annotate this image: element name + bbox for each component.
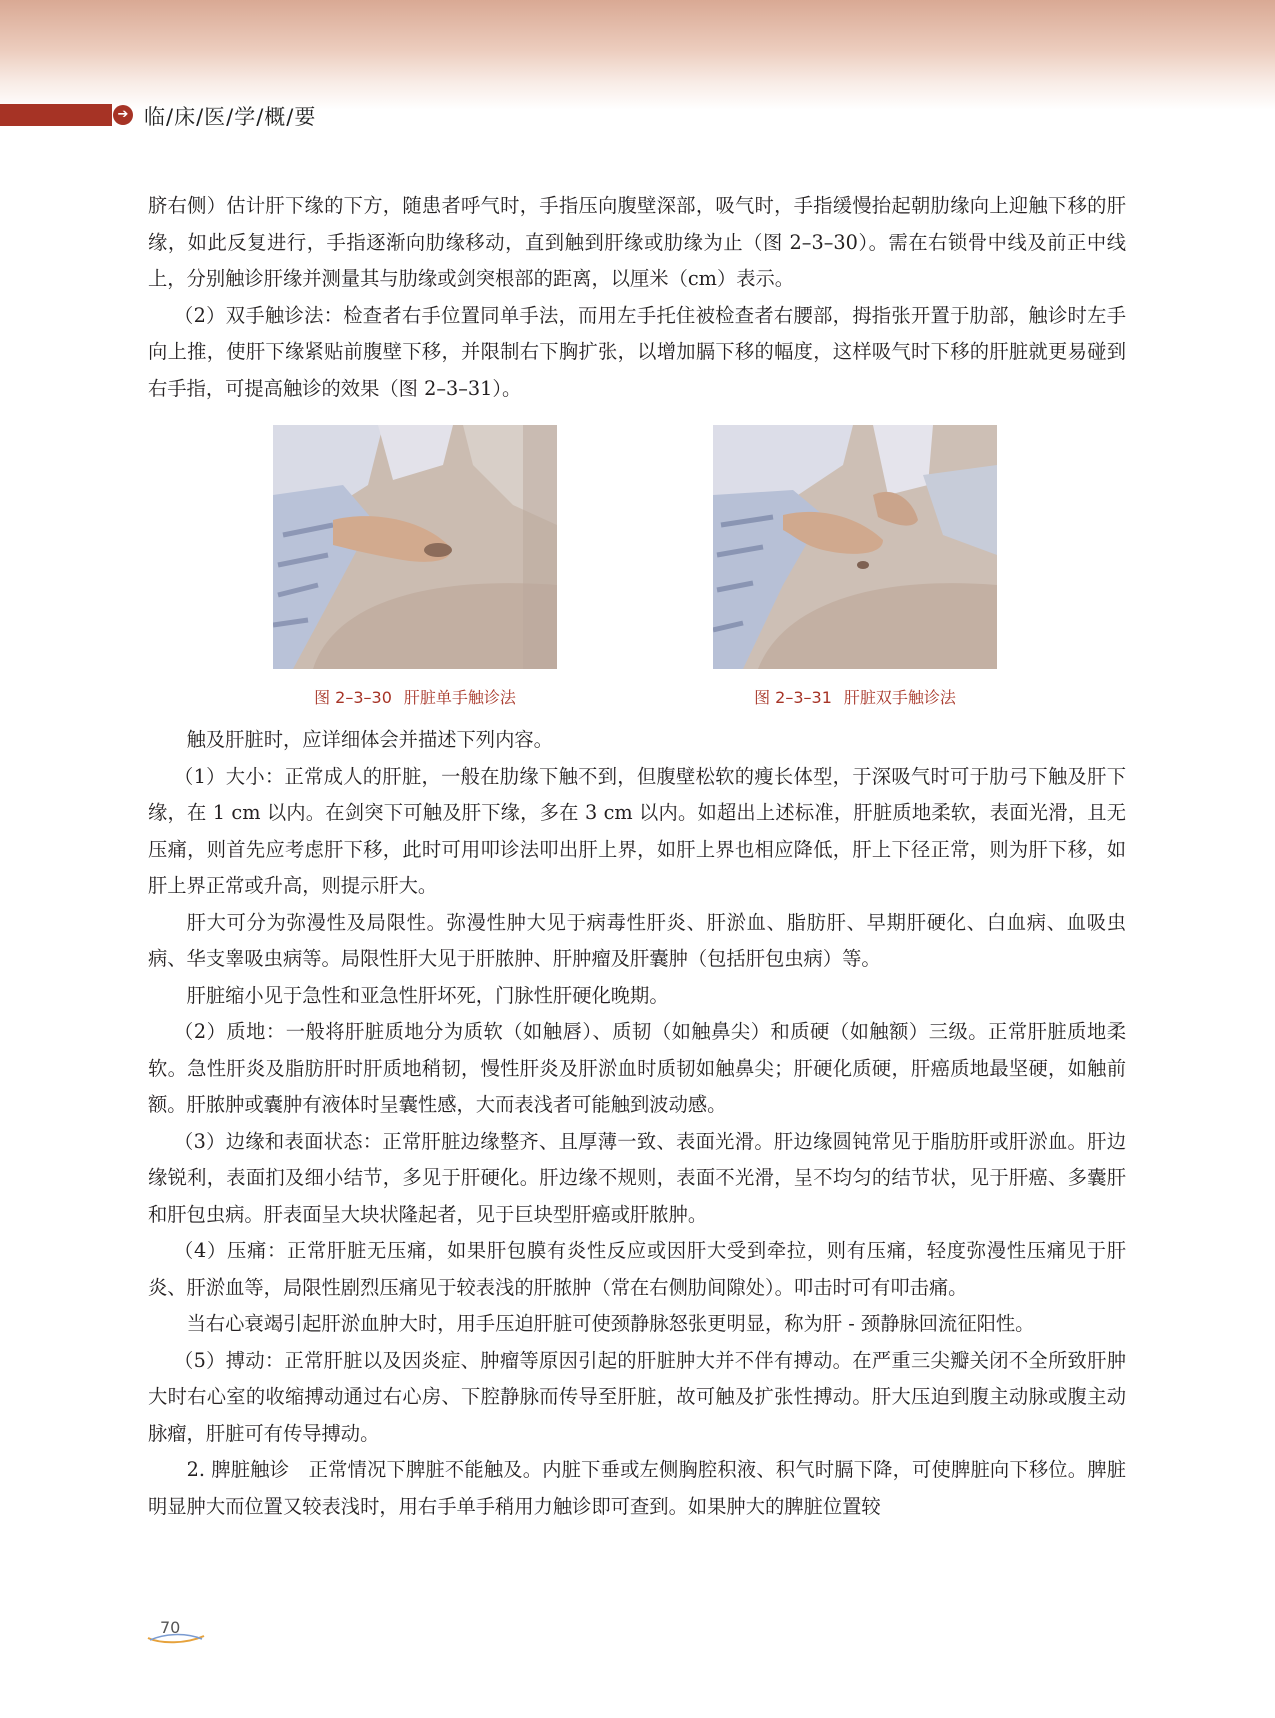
header-accent-bar	[0, 104, 112, 126]
paragraph: 触及肝脏时，应详细体会并描述下列内容。	[186, 728, 553, 751]
paragraph: 肝脏缩小见于急性和亚急性肝坏死，门脉性肝硬化晚期。	[186, 983, 669, 1007]
figure	[273, 425, 557, 708]
header-band	[0, 0, 1275, 110]
page-content	[148, 188, 1126, 1525]
figure	[713, 425, 997, 708]
figure-title: 肝脏单手触诊法	[403, 688, 516, 707]
paragraph: （2）双手触诊法：检查者右手位置同单手法，而用左手托住被检查者右腰部，拇指张开置于肋部，触诊时左手向上推，使肝下缘紧贴前腹壁下移，并限制右下胸扩张，以增加膈下移的幅度，这样吸气时下移的肝脏就更易碰到右手指，可提高触诊的效果（图 2–3–31）。	[148, 303, 1126, 400]
paragraph: （1）大小：正常成人的肝脏，一般在肋缘下触不到，但腹壁松软的瘦长体型，于深吸气时可于肋弓下触及肝下缘，在 1 cm 以内。在剑突下可触及肝下缘，多在 3 cm 以内。如超出上述标准，肝脏质地柔软，表面光滑，且无压痛，则首先应考虑肝下移，此时可用叩诊法叩出肝上界，如肝上界也相应降低，肝上下径正常，则为肝下移，如肝上界正常或升高，则提示肝大。	[148, 764, 1126, 897]
figure-photo-single-hand	[273, 425, 557, 669]
paragraph: 肝大可分为弥漫性及局限性。弥漫性肿大见于病毒性肝炎、肝淤血、脂肪肝、早期肝硬化、白血病、血吸虫病、华支睾吸虫病等。局限性肝大见于肝脓肿、肝肿瘤及肝囊肿（包括肝包虫病）等。	[148, 910, 1126, 970]
figure-label: 图 2–3–31	[754, 688, 832, 707]
paragraph: （4）压痛：正常肝脏无压痛，如果肝包膜有炎性反应或因肝大受到牵拉，则有压痛，轻度弥漫性压痛见于肝炎、肝淤血等，局限性剧烈压痛见于较表浅的肝脓肿（常在右侧肋间隙处）。叩击时可有叩击痛。	[148, 1239, 1126, 1299]
arrow-right-icon: ➔	[113, 105, 133, 125]
figure-photo-two-hands	[713, 425, 997, 669]
figure-row	[273, 425, 997, 708]
page-number: 70	[160, 1618, 181, 1637]
figure-caption	[273, 685, 557, 708]
figure-caption	[713, 685, 997, 708]
figure-label: 图 2–3–30	[314, 688, 392, 707]
paragraph: （5）搏动：正常肝脏以及因炎症、肿瘤等原因引起的肝脏肿大并不伴有搏动。在严重三尖瓣关闭不全所致肝肿大时右心室的收缩搏动通过右心房、下腔静脉而传导至肝脏，故可触及扩张性搏动。肝大压迫到腹主动脉或腹主动脉瘤，肝脏可有传导搏动。	[148, 1348, 1126, 1445]
body-text	[148, 722, 1126, 1525]
paragraph: （2）质地：一般将肝脏质地分为质软（如触唇）、质韧（如触鼻尖）和质硬（如触额）三级。正常肝脏质地柔软。急性肝炎及脂肪肝时肝质地稍韧，慢性肝炎及肝淤血时质韧如触鼻尖；肝硬化质硬，肝癌质地最坚硬，如触前额。肝脓肿或囊肿有液体时呈囊性感，大而表浅者可能触到波动感。	[148, 1020, 1126, 1116]
book-title: 临/床/医/学/概/要	[144, 105, 317, 129]
paragraph: 2. 脾脏触诊 正常情况下脾脏不能触及。内脏下垂或左侧胸腔积液、积气时膈下降，可使脾脏向下移位。脾脏明显肿大而位置又较表浅时，用右手单手稍用力触诊即可查到。如果肿大的脾脏位置较	[148, 1458, 1126, 1518]
paragraph: 脐右侧）估计肝下缘的下方，随患者呼气时，手指压向腹壁深部，吸气时，手指缓慢抬起朝肋缘向上迎触下移的肝缘，如此反复进行，手指逐渐向肋缘移动，直到触到肝缘或肋缘为止（图 2–3–30）。需在右锁骨中线及前正中线上，分别触诊肝缘并测量其与肋缘或剑突根部的距离，以厘米（cm）表示。	[148, 194, 1126, 290]
paragraph: （3）边缘和表面状态：正常肝脏边缘整齐、且厚薄一致、表面光滑。肝边缘圆钝常见于脂肪肝或肝淤血。肝边缘锐利，表面扪及细小结节，多见于肝硬化。肝边缘不规则，表面不光滑，呈不均匀的结节状，见于肝癌、多囊肝和肝包虫病。肝表面呈大块状隆起者，见于巨块型肝癌或肝脓肿。	[148, 1129, 1126, 1226]
paragraph: 当右心衰竭引起肝淤血肿大时，用手压迫肝脏可使颈静脉怒张更明显，称为肝 - 颈静脉回流征阳性。	[186, 1312, 1035, 1335]
figure-title: 肝脏双手触诊法	[843, 688, 956, 707]
